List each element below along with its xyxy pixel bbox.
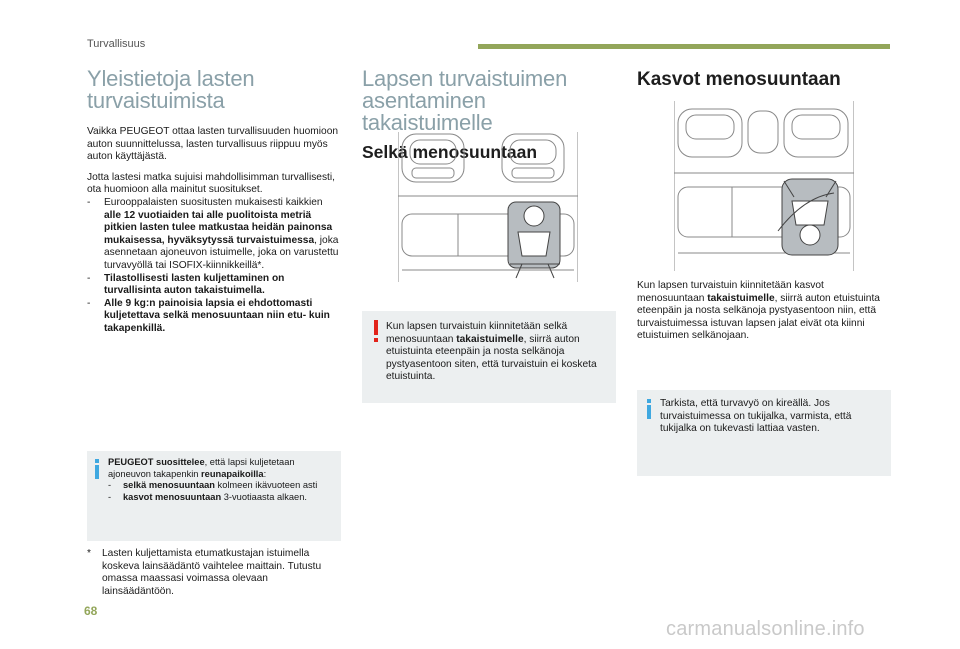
header-rule xyxy=(478,44,890,49)
recommendation-paragraph: Jotta lastesi matka sujuisi mahdollisimman turvallisesti, ota huomioon alla mainitut suositukset. xyxy=(87,171,335,196)
rear-facing-seat-illustration xyxy=(398,132,578,282)
watermark: carmanualsonline.info xyxy=(666,618,865,640)
section-title: Lapsen turvaistuimen asentaminen takaistuimelle xyxy=(362,66,568,135)
list-item: - Tilastollisesti lasten kuljettaminen on turvallisinta auton takaistuimella. xyxy=(87,272,285,297)
footnote: * Lasten kuljettamista etumatkustajan istuimella koskeva lainsäädäntö vaihtelee maittain. Tutustu omassa maassasi voimassa olevaan lainsäädäntöön. xyxy=(87,548,322,597)
list-item: - Eurooppalaisten suositusten mukaisesti kaikkien alle 12 vuotiaiden tai alle puolitoista metriä pitkien lasten tulee matkustaa heidän painonsa mukaisessa, hyväksytyssä turvaistuimessa, joka asennetaan ajoneuvon istuimelle, joka on varustettu turvavyöllä tai ISOFIX-kiinnikkeillä*. xyxy=(87,196,339,271)
footnote-mark: * xyxy=(87,548,91,559)
warning-icon xyxy=(372,320,380,342)
forward-facing-paragraph: Kun lapsen turvaistuin kiinnitetään kasvot menosuuntaan takaistuimelle, siirrä auton etuistuinta eteenpäin ja nosta selkänoja pystyasentoon niin, että turvaistuimessa istuvan lapsen jalat eivät ota kiinni etuistuimen selkänojaan. xyxy=(637,280,880,342)
subtitle-rear-facing: Selkä menosuuntaan xyxy=(362,142,538,162)
intro-paragraph: Vaikka PEUGEOT ottaa lasten turvallisuuden huomioon auton suunnittelussa, lasten turvallisuus riippuu myös auton käyttäjästä. xyxy=(87,126,339,163)
warning-box: Kun lapsen turvaistuin kiinnitetään selkä menosuuntaan takaistuimelle, siirrä auton etuistuinta eteenpäin ja nosta selkänoja pystyasentoon siten, että turvaistuin ei kosketa etuistuinta. xyxy=(362,311,616,403)
title-line-2: turvaistuimista xyxy=(87,88,225,113)
list-item: - Alle 9 kg:n painoisia lapsia ei ehdottomasti kuljetettava selkä menosuuntaan niin etu- kuin takapenkillä. xyxy=(87,297,330,334)
info-box-recommendation: PEUGEOT suosittelee, että lapsi kuljetetaan ajoneuvon takapenkin reunapaikoilla: - selkä menosuuntaan kolmeen ikävuoteen asti - kasvot menosuuntaan 3-vuotiaasta alkaen. xyxy=(87,451,341,541)
info-icon xyxy=(93,459,101,479)
column-forward-facing xyxy=(637,64,893,90)
subtitle-forward-facing: Kasvot menosuuntaan xyxy=(637,69,841,90)
title-line-1: Yleistietoja lasten xyxy=(87,66,255,91)
page-title xyxy=(87,68,341,112)
forward-facing-seat-illustration xyxy=(674,101,854,271)
section-header: Turvallisuus xyxy=(87,38,146,50)
info-icon xyxy=(645,399,653,419)
page-number: 68 xyxy=(84,604,98,618)
list-item: - kasvot menosuuntaan 3-vuotiaasta alkaen. xyxy=(108,491,307,502)
column-general-info xyxy=(87,64,341,336)
list-item: - selkä menosuuntaan kolmeen ikävuoteen asti xyxy=(108,480,318,491)
info-box-belt: Tarkista, että turvavyö on kireällä. Jos turvaistuimessa on tukijalka, varmista, että tukijalka on tukevasti lattiaa vasten. xyxy=(637,390,891,476)
